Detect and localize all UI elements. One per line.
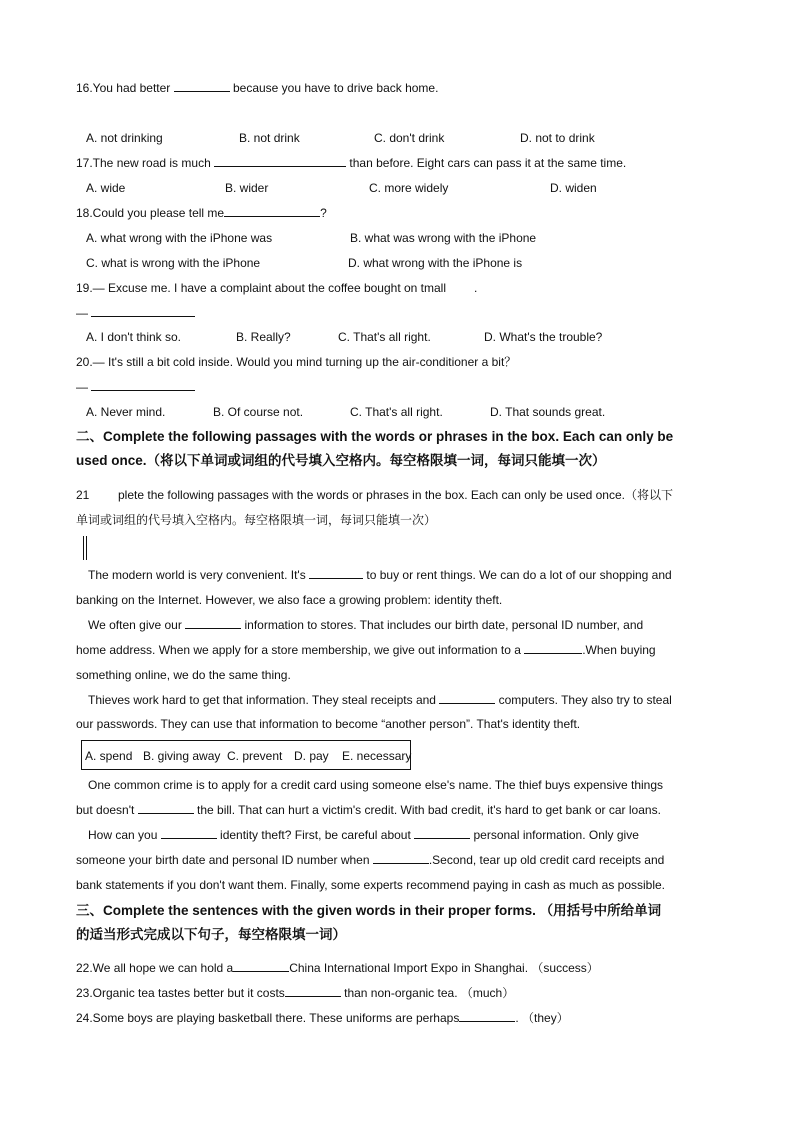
passage-line: How can you identity theft? First, be careful about personal information. Only give xyxy=(88,828,639,842)
q20-option-a[interactable]: A. Never mind. xyxy=(86,405,166,419)
answer-blank[interactable] xyxy=(185,617,241,629)
q19-option-b[interactable]: B. Really? xyxy=(236,330,291,344)
answer-blank[interactable] xyxy=(233,960,289,972)
answer-blank[interactable] xyxy=(224,205,320,217)
q17-option-d[interactable]: D. widen xyxy=(550,181,597,195)
passage-line: The modern world is very convenient. It's to buy or rent things. We can do a lot of our shopping and xyxy=(88,568,672,582)
answer-blank[interactable] xyxy=(414,827,470,839)
word-option-c: C. prevent xyxy=(227,749,283,763)
q19-option-c[interactable]: C. That's all right. xyxy=(338,330,431,344)
q23-stem: 23.Organic tea tastes better but it costs than non-organic tea. （much） xyxy=(76,986,515,1000)
q16-option-b[interactable]: B. not drink xyxy=(239,131,300,145)
passage-line: home address. When we apply for a store membership, we give out information to a .When buying xyxy=(76,643,656,657)
passage-line: but doesn't the bill. That can hurt a victim's credit. With bad credit, it's hard to get bank or car loans. xyxy=(76,803,661,817)
q18-option-a[interactable]: A. what wrong with the iPhone was xyxy=(86,231,273,245)
section2-heading-line1: 二、Complete the following passages with the words or phrases in the box. Each can only be xyxy=(76,429,674,444)
answer-blank[interactable] xyxy=(214,155,346,167)
answer-blank[interactable] xyxy=(459,1010,515,1022)
q19-stem: 19.— Excuse me. I have a complaint about the coffee bought on tmall . xyxy=(76,281,478,295)
q18-stem: 18.Could you please tell me ? xyxy=(76,206,327,220)
q20-option-d[interactable]: D. That sounds great. xyxy=(490,405,606,419)
passage-line: We often give our information to stores. That includes our birth date, personal ID number, and xyxy=(88,618,644,632)
word-option-e: E. necessary xyxy=(342,749,412,763)
answer-blank[interactable] xyxy=(138,802,194,814)
q24-stem: 24.Some boys are playing basketball there. These uniforms are perhaps . （they） xyxy=(76,1011,569,1025)
text-cursor-icon xyxy=(83,536,87,560)
q20-option-c[interactable]: C. That's all right. xyxy=(350,405,443,419)
word-option-a: A. spend xyxy=(85,749,133,763)
q16-option-a[interactable]: A. not drinking xyxy=(86,131,163,145)
section2-heading-line2: used once.（将以下单词或词组的代号填入空格内。每空格限填一词，每词只能填一次） xyxy=(76,453,606,468)
passage-line: our passwords. They can use that information to become “another person”. That's identity theft. xyxy=(76,717,581,731)
q20-stem: 20.— It's still a bit cold inside. Would you mind turning up the air-conditioner a bit？ xyxy=(76,355,517,369)
answer-blank[interactable] xyxy=(373,852,429,864)
answer-blank[interactable] xyxy=(309,567,363,579)
q20-response-line: — xyxy=(76,379,195,395)
q16-option-c[interactable]: C. don't drink xyxy=(374,131,445,145)
passage-line: banking on the Internet. However, we also face a growing problem: identity theft. xyxy=(76,593,503,607)
passage-line: bank statements if you don't want them. Finally, some experts recommend paying in cash as much as possible. xyxy=(76,878,666,892)
q16-option-d[interactable]: D. not to drink xyxy=(520,131,595,145)
answer-blank[interactable] xyxy=(91,379,195,391)
passage-line: One common crime is to apply for a credit card using someone else's name. The thief buys expensive things xyxy=(88,778,664,792)
q21-number: 21 xyxy=(76,488,90,502)
answer-blank[interactable] xyxy=(524,642,582,654)
q19-option-a[interactable]: A. I don't think so. xyxy=(86,330,182,344)
q18-option-d[interactable]: D. what wrong with the iPhone is xyxy=(348,256,523,270)
answer-blank[interactable] xyxy=(91,305,195,317)
q17-option-c[interactable]: C. more widely xyxy=(369,181,449,195)
q17-stem: 17.The new road is much than before. Eight cars can pass it at the same time. xyxy=(76,156,627,170)
answer-blank[interactable] xyxy=(174,80,230,92)
word-option-b: B. giving away xyxy=(143,749,221,763)
answer-blank[interactable] xyxy=(285,985,341,997)
passage-line: someone your birth date and personal ID number when .Second, tear up old credit card receipts and xyxy=(76,853,665,867)
passage-line: Thieves work hard to get that information. They steal receipts and computers. They also try to steal xyxy=(88,693,672,707)
q18-option-b[interactable]: B. what was wrong with the iPhone xyxy=(350,231,537,245)
passage-line: something online, we do the same thing. xyxy=(76,668,291,682)
word-option-d: D. pay xyxy=(294,749,329,763)
section3-heading-line1: 三、Complete the sentences with the given words in their proper forms. （用括号中所给单词 xyxy=(76,903,662,918)
answer-blank[interactable] xyxy=(439,692,495,704)
q21-instruction-line1: plete the following passages with the words or phrases in the box. Each can only be used once.（将以下 xyxy=(118,488,673,502)
answer-blank[interactable] xyxy=(161,827,217,839)
q22-stem: 22.We all hope we can hold a China International Import Expo in Shanghai. （success） xyxy=(76,961,599,975)
q20-option-b[interactable]: B. Of course not. xyxy=(213,405,304,419)
q19-response-line: — xyxy=(76,305,195,321)
word-box xyxy=(81,740,411,770)
section3-heading-line2: 的适当形式完成以下句子，每空格限填一词） xyxy=(76,927,346,942)
q17-option-a[interactable]: A. wide xyxy=(86,181,126,195)
q16-stem: 16.You had better because you have to drive back home. xyxy=(76,81,439,95)
q17-option-b[interactable]: B. wider xyxy=(225,181,269,195)
q19-option-d[interactable]: D. What's the trouble? xyxy=(484,330,603,344)
q21-instruction-line2: 单词或词组的代号填入空格内。每空格限填一词，每词只能填一次） xyxy=(76,513,437,527)
q18-option-c[interactable]: C. what is wrong with the iPhone xyxy=(86,256,261,270)
